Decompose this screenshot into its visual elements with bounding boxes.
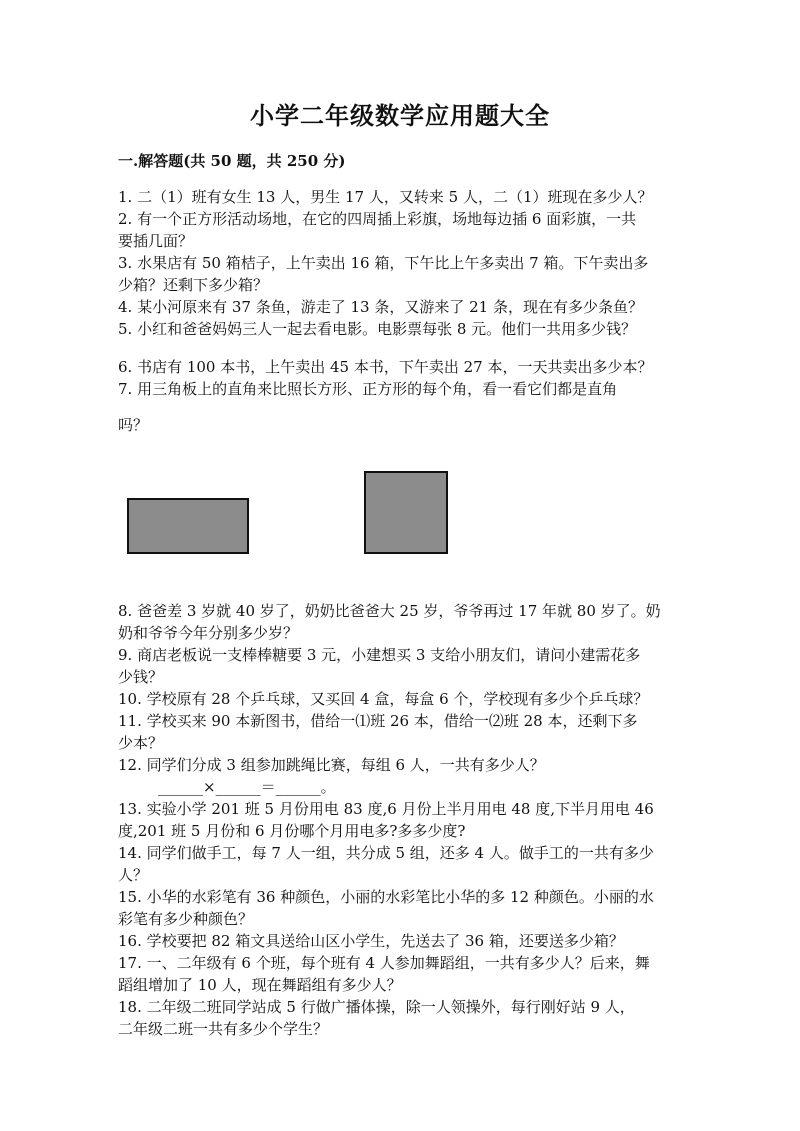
question-12-line-1: 12. 同学们分成 3 组参加跳绳比赛，每组 6 人，一共有多少人？ bbox=[118, 756, 545, 774]
question-13-line-1: 13. 实验小学 201 班 5 月份用电 83 度,6 月份上半月用电 48 度,下半月用电 46 bbox=[118, 800, 654, 818]
question-9-line-2: 少钱？ bbox=[118, 668, 164, 686]
question-13-line-2: 度,201 班 5 月份和 6 月份哪个月用电多?多多少度? bbox=[118, 822, 466, 840]
question-16-line-1: 16. 学校要把 82 箱文具送给山区小学生，先送去了 36 箱，还要送多少箱？ bbox=[118, 932, 624, 950]
question-7-line-1: 7. 用三角板上的直角来比照长方形、正方形的每个角，看一看它们都是直角 bbox=[118, 380, 618, 398]
rectangle-figure bbox=[127, 498, 249, 554]
question-3-line-2: 少箱？还剩下多少箱？ bbox=[118, 276, 269, 294]
question-15-line-1: 15. 小华的水彩笔有 36 种颜色，小丽的水彩笔比小华的多 12 种颜色。小丽的水 bbox=[118, 888, 654, 906]
question-11-line-1: 11. 学校买来 90 本新图书，借给一⑴班 26 本，借给一⑵班 28 本，还剩下多 bbox=[118, 712, 638, 730]
question-8-line-2: 奶和爷爷今年分别多少岁？ bbox=[118, 624, 299, 642]
question-2-line-1: 2. 有一个正方形活动场地，在它的四周插上彩旗，场地每边插 6 面彩旗，一共 bbox=[118, 210, 637, 228]
question-5-line-1: 5. 小红和爸爸妈妈三人一起去看电影。电影票每张 8 元。他们一共用多少钱？ bbox=[118, 320, 637, 338]
square-figure bbox=[364, 471, 448, 554]
question-17-line-1: 17. 一、二年级有 6 个班，每个班有 4 人参加舞蹈组，一共有多少人？后来，舞 bbox=[118, 954, 650, 972]
question-17-line-2: 蹈组增加了 10 人，现在舞蹈组有多少人？ bbox=[118, 976, 402, 994]
section-heading: 一.解答题(共 50 题，共 250 分) bbox=[118, 152, 346, 170]
question-18-line-1: 18. 二年级二班同学站成 5 行做广播体操，除一人领操外，每行刚好站 9 人， bbox=[118, 998, 635, 1016]
question-14-line-2: 人？ bbox=[118, 866, 149, 884]
question-14-line-1: 14. 同学们做手工，每 7 人一组，共分成 5 组，还多 4 人。做手工的一共有多少 bbox=[118, 844, 654, 862]
question-7-line-2: 吗？ bbox=[118, 416, 149, 434]
question-15-line-2: 彩笔有多少种颜色？ bbox=[118, 910, 254, 928]
question-4-line-1: 4. 某小河原来有 37 条鱼，游走了 13 条，又游来了 21 条，现在有多少条鱼？ bbox=[118, 298, 643, 316]
question-8-line-1: 8. 爸爸差 3 岁就 40 岁了，奶奶比爸爸大 25 岁，爷爷再过 17 年就 80 岁了。奶 bbox=[118, 602, 661, 620]
question-18-line-2: 二年级二班一共有多少个学生？ bbox=[118, 1020, 329, 1038]
question-11-line-2: 少本？ bbox=[118, 734, 164, 752]
question-3-line-1: 3. 水果店有 50 箱桔子，上午卖出 16 箱，下午比上午多卖出 7 箱。下午卖出多 bbox=[118, 254, 649, 272]
page-title: 小学二年级数学应用题大全 bbox=[250, 101, 550, 130]
question-6-line-1: 6. 书店有 100 本书，上午卖出 45 本书，下午卖出 27 本，一天共卖出多少本？ bbox=[118, 358, 653, 376]
question-12-answer-blanks: ______×______＝______。 bbox=[158, 778, 336, 796]
question-9-line-1: 9. 商店老板说一支棒棒糖要 3 元，小建想买 3 支给小朋友们，请问小建需花多 bbox=[118, 646, 641, 664]
question-2-line-2: 要插几面？ bbox=[118, 232, 194, 250]
question-10-line-1: 10. 学校原有 28 个乒乓球，又买回 4 盒，每盒 6 个，学校现有多少个乒乓球？ bbox=[118, 690, 649, 708]
question-1-line-1: 1. 二（1）班有女生 13 人，男生 17 人，又转来 5 人，二（1）班现在多少人？ bbox=[118, 188, 653, 206]
